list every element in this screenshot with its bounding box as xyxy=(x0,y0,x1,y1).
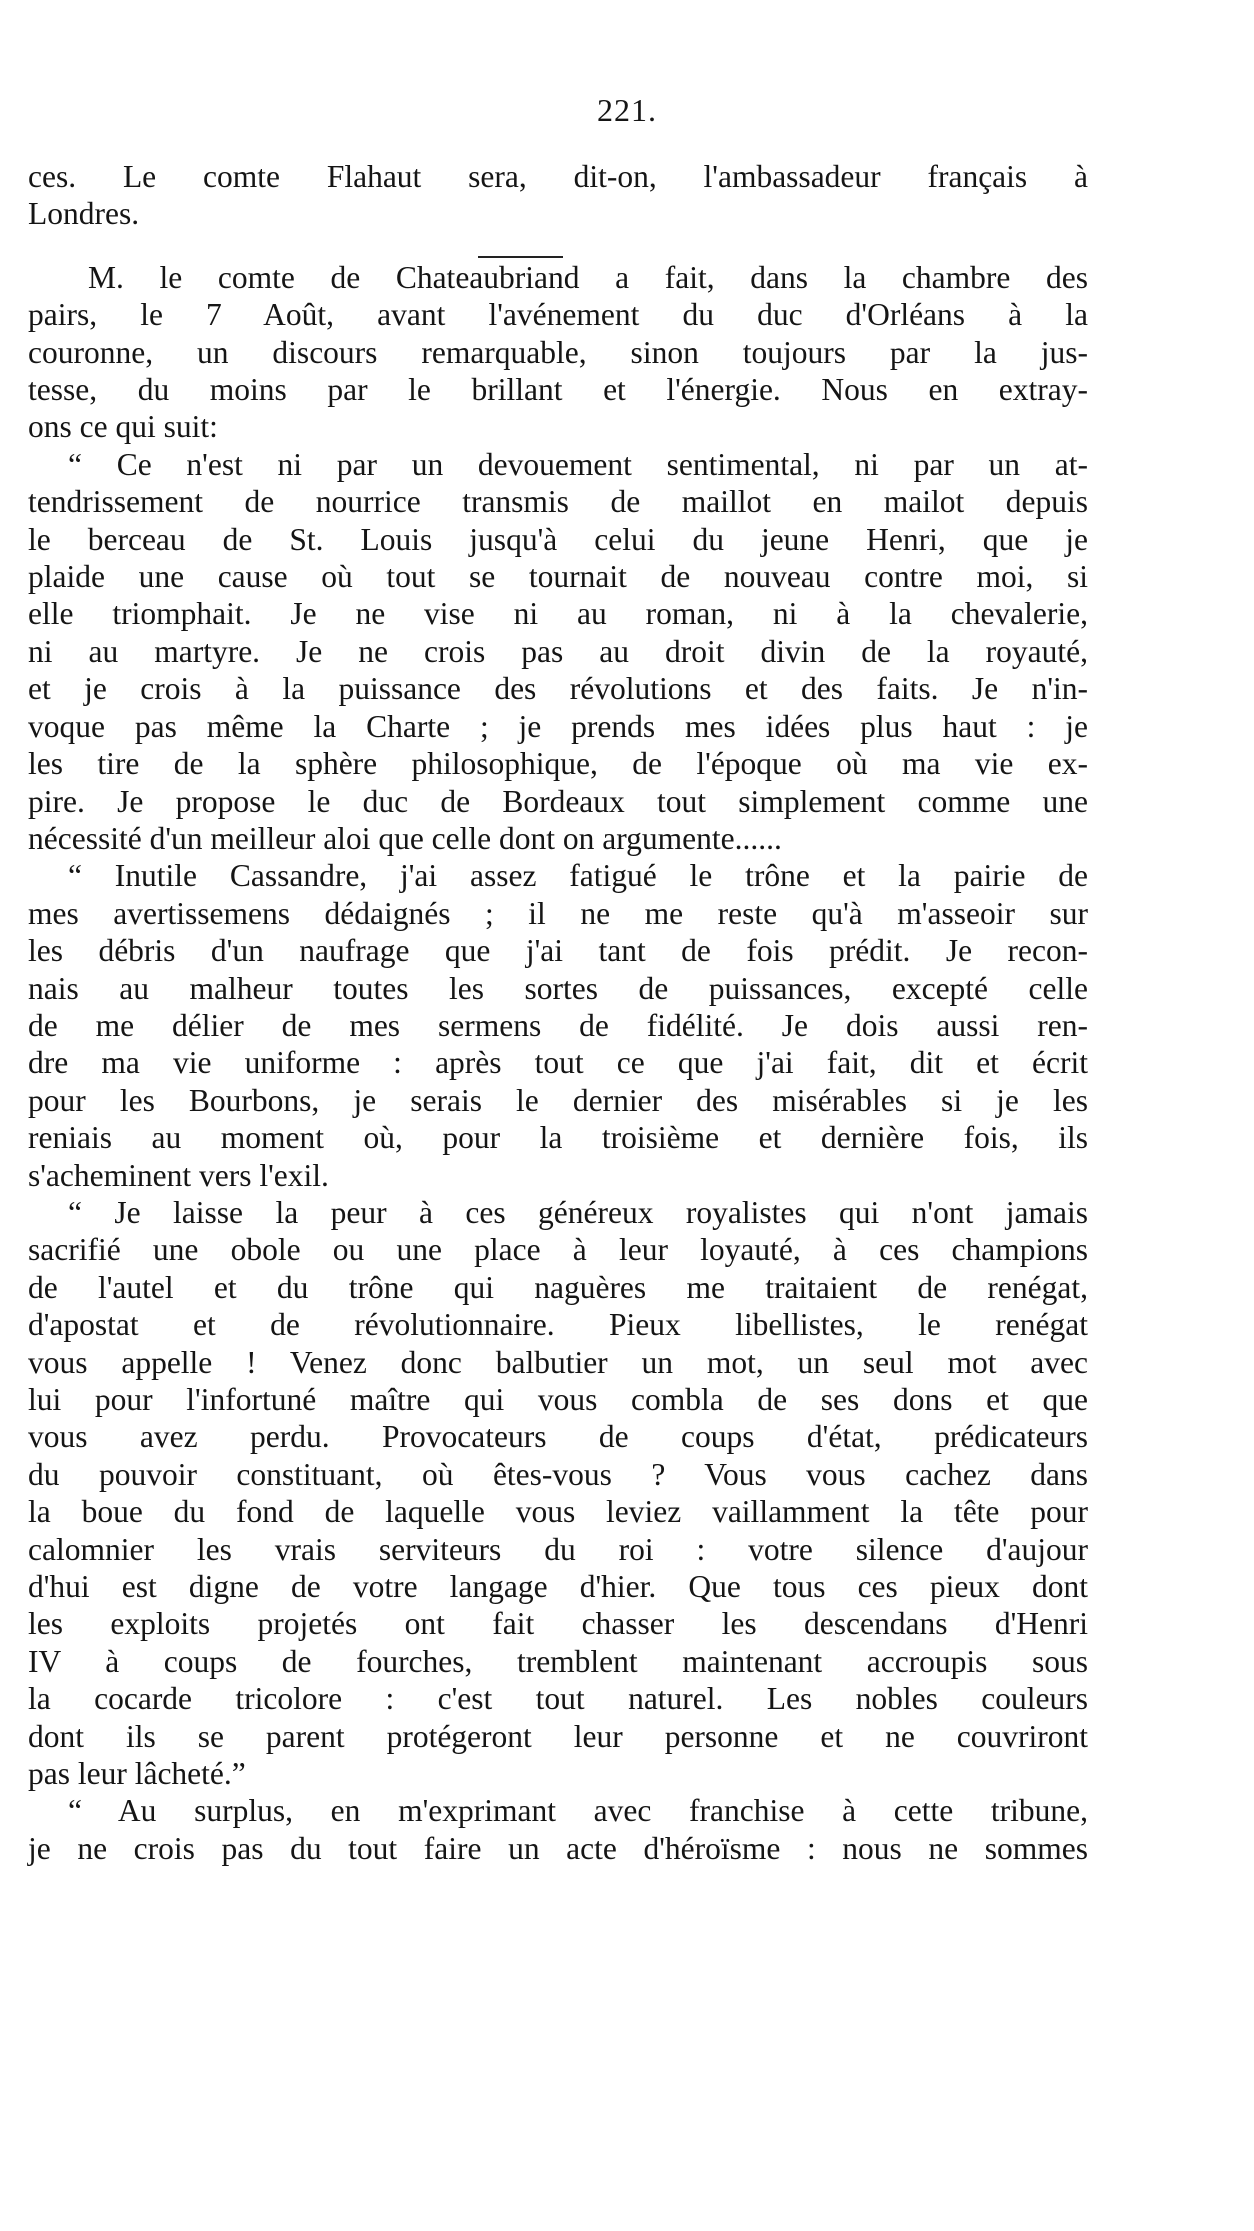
text-line: “ Inutile Cassandre, j'ai assez fatigué le trône et la pairie de xyxy=(68,858,1088,894)
text-line: tendrissement de nourrice transmis de maillot en mailot depuis xyxy=(28,484,1088,520)
text-line: de l'autel et du trône qui naguères me traitaient de renégat, xyxy=(28,1269,1088,1305)
text-line: ces. Le comte Flahaut sera, dit-on, l'ambassadeur français à xyxy=(28,159,1088,194)
text-line: pire. Je propose le duc de Bordeaux tout simplement comme une xyxy=(28,783,1088,819)
text-line: et je crois à la puissance des révolutions et des faits. Je n'in- xyxy=(28,671,1088,707)
text-line: “ Au surplus, en m'exprimant avec franchise à cette tribune, xyxy=(68,1793,1088,1829)
text-line: s'acheminent vers l'exil. xyxy=(28,1157,329,1193)
text-line: les débris d'un naufrage que j'ai tant de fois prédit. Je recon- xyxy=(28,933,1088,969)
text-line: IV à coups de fourches, tremblent maintenant accroupis sous xyxy=(28,1643,1088,1679)
text-line: nécessité d'un meilleur aloi que celle dont on argumente...... xyxy=(28,820,782,856)
text-line: reniais au moment où, pour la troisième et dernière fois, ils xyxy=(28,1120,1088,1156)
page-text xyxy=(28,158,1088,1867)
text-line: je ne crois pas du tout faire un acte d'héroïsme : nous ne sommes xyxy=(28,1830,1088,1866)
text-line: la boue du fond de laquelle vous leviez vaillamment la tête pour xyxy=(28,1494,1088,1530)
text-line: le berceau de St. Louis jusqu'à celui du jeune Henri, que je xyxy=(28,521,1088,557)
text-line: pairs, le 7 Août, avant l'avénement du duc d'Orléans à la xyxy=(28,297,1088,333)
text-line: ni au martyre. Je ne crois pas au droit divin de la royauté, xyxy=(28,633,1088,669)
text-line: vous appelle ! Venez donc balbutier un mot, un seul mot avec xyxy=(28,1344,1088,1380)
section-gap xyxy=(28,233,1088,259)
text-line: dont ils se parent protégeront leur personne et ne couvriront xyxy=(28,1718,1088,1754)
text-line: couronne, un discours remarquable, sinon toujours par la jus- xyxy=(28,334,1088,370)
text-line: d'apostat et de révolutionnaire. Pieux libellistes, le renégat xyxy=(28,1307,1088,1343)
text-line: les exploits projetés ont fait chasser les descendans d'Henri xyxy=(28,1606,1088,1642)
text-line: lui pour l'infortuné maître qui vous combla de ses dons et que xyxy=(28,1382,1088,1417)
text-line: pas leur lâcheté.” xyxy=(28,1756,246,1792)
text-line: de me délier de mes sermens de fidélité. Je dois aussi ren- xyxy=(28,1007,1088,1043)
text-line: la cocarde tricolore : c'est tout naturel. Les nobles couleurs xyxy=(28,1681,1088,1717)
text-line: les tire de la sphère philosophique, de l'époque où ma vie ex- xyxy=(28,746,1088,782)
text-line: du pouvoir constituant, où êtes-vous ? Vous vous cachez dans xyxy=(28,1456,1088,1492)
text-line: d'hui est digne de votre langage d'hier. Que tous ces pieux dont xyxy=(28,1569,1088,1605)
text-line: nais au malheur toutes les sortes de puissances, excepté celle xyxy=(28,970,1088,1006)
section-divider xyxy=(478,256,563,258)
text-line: Londres. xyxy=(28,196,140,232)
text-line: pour les Bourbons, je serais le dernier des misérables si je les xyxy=(28,1082,1088,1118)
text-line: sacrifié une obole ou une place à leur loyauté, à ces champions xyxy=(28,1232,1088,1268)
text-line: plaide une cause où tout se tournait de nouveau contre moi, si xyxy=(28,559,1088,595)
text-line: mes avertissemens dédaignés ; il ne me reste qu'à m'asseoir sur xyxy=(28,895,1088,931)
text-line: “ Je laisse la peur à ces généreux royalistes qui n'ont jamais xyxy=(68,1194,1088,1230)
text-line: ons ce qui suit: xyxy=(28,409,218,445)
text-line: M. le comte de Chateaubriand a fait, dans la chambre des xyxy=(88,259,1088,295)
page-number: 221. xyxy=(597,92,657,128)
text-line: “ Ce n'est ni par un devouement sentimental, ni par un at- xyxy=(68,446,1088,482)
text-line: calomnier les vrais serviteurs du roi : votre silence d'aujour xyxy=(28,1531,1088,1567)
text-line: elle triomphait. Je ne vise ni au roman, ni à la chevalerie, xyxy=(28,596,1088,632)
text-line: voque pas même la Charte ; je prends mes idées plus haut : je xyxy=(28,708,1088,744)
text-line: dre ma vie uniforme : après tout ce que j'ai fait, dit et écrit xyxy=(28,1045,1088,1081)
text-line: tesse, du moins par le brillant et l'énergie. Nous en extray- xyxy=(28,372,1088,408)
text-line: vous avez perdu. Provocateurs de coups d'état, prédicateurs xyxy=(28,1419,1088,1455)
